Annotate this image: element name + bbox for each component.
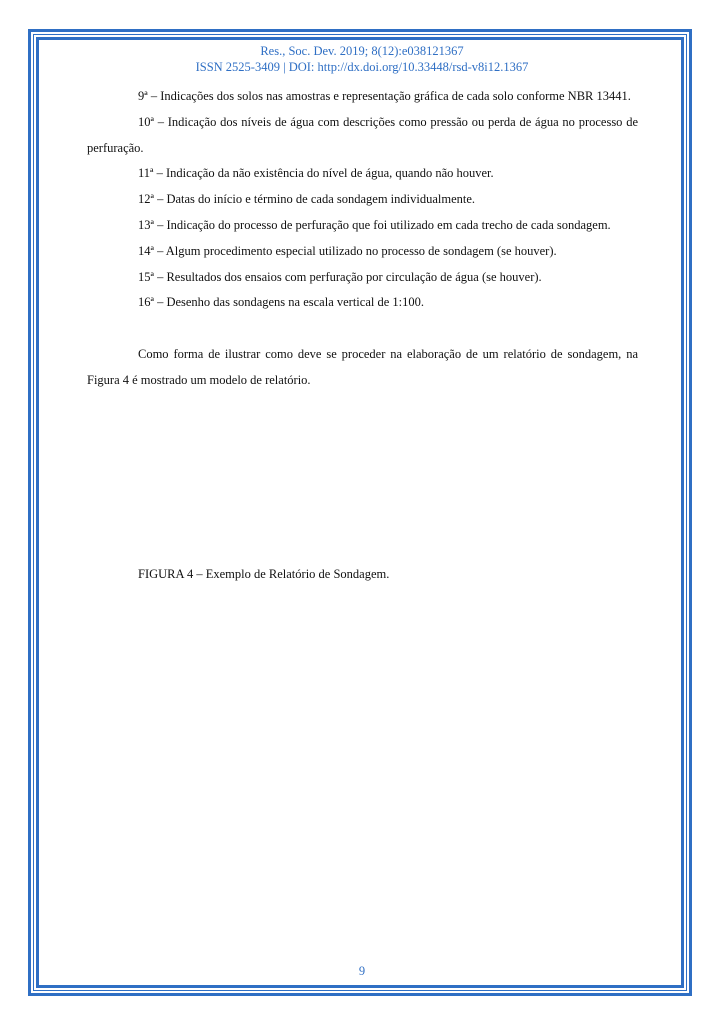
list-item: 15ª – Resultados dos ensaios com perfuração por circulação de água (se houver). [138,269,542,284]
list-item: 10ª – Indicação dos níveis de água com descrições como pressão ou perda de água no processo de perfuração. [87,114,638,155]
body-paragraph: Como forma de ilustrar como deve se proceder na elaboração de um relatório de sondagem, na Figura 4 é mostrado um modelo de relatório. [87,347,638,387]
figure-caption: FIGURA 4 – Exemplo de Relatório de Sondagem. [138,567,390,581]
list-item: 16ª – Desenho das sondagens na escala vertical de 1:100. [138,295,424,310]
list-item: 13ª – Indicação do processo de perfuração que foi utilizado em cada trecho de cada sondagem. [138,217,611,232]
body-text [87,84,638,394]
page-number: 9 [358,964,366,978]
journal-citation: Res., Soc. Dev. 2019; 8(12):e038121367 [260,44,464,58]
list-item: 11ª – Indicação da não existência do nível de água, quando não houver. [138,166,494,181]
list-item: 14ª – Algum procedimento especial utilizado no processo de sondagem (se houver). [138,243,557,258]
issn-doi-line: ISSN 2525-3409 | DOI: http://dx.doi.org/10.33448/rsd-v8i12.1367 [195,60,529,74]
list-item: 12ª – Datas do início e término de cada sondagem individualmente. [138,192,476,207]
list-item: 9ª – Indicações dos solos nas amostras e representação gráfica de cada solo conforme NBR 13441. [138,89,631,103]
journal-header [60,43,664,75]
